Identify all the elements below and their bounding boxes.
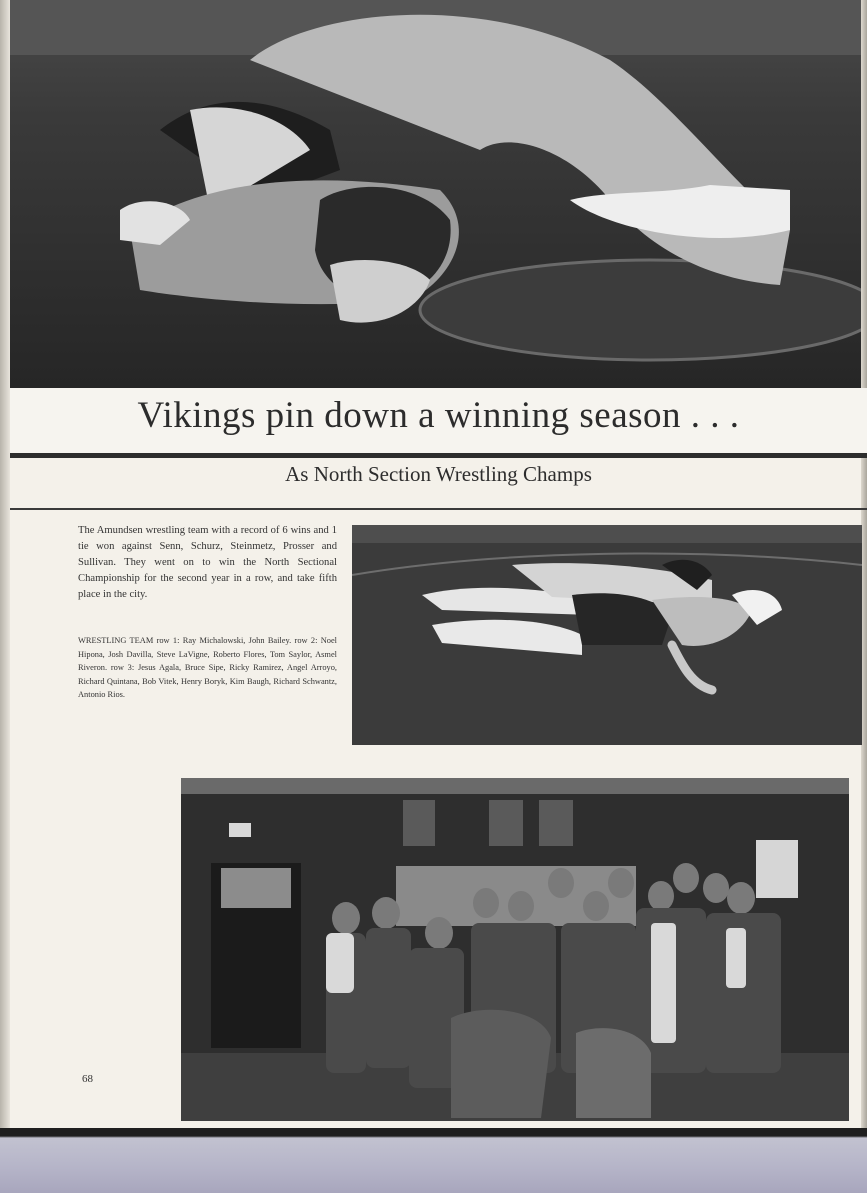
- background-surface: [0, 1128, 867, 1193]
- wrestling-match-photo: [352, 525, 862, 745]
- subheadline-rule: [10, 508, 867, 510]
- page-number: 68: [82, 1073, 93, 1085]
- wrestling-team-group-photo: [181, 778, 849, 1121]
- headline: Vikings pin down a winning season . . .: [137, 395, 740, 436]
- article-body: The Amundsen wrestling team with a record of 6 wins and 1 tie won against Senn, Schurz, Steinmetz, Prosser and Sullivan. They went on to win the North Sectional Championship for the second year in a row, and take fifth place in the city.: [78, 525, 337, 600]
- wrestling-action-photo: [10, 0, 861, 388]
- page-binding: [0, 0, 10, 1128]
- headline-band: [10, 388, 867, 454]
- subheadline: As North Section Wrestling Champs: [285, 462, 592, 486]
- headline-rule: [10, 453, 867, 458]
- team-roster-caption: WRESTLING TEAM row 1: Ray Michalowski, John Bailey. row 2: Noel Hipona, Josh Davilla, Steve LaVigne, Roberto Flores, Tom Saylor, Asmel Riveron. row 3: Jesus Agala, Bruce Sipe, Ricky Ramirez, Angel Arroyo, Richard Quintana, Bob Vitek, Henry Boryk, Kim Baugh, Richard Schwantz, Antonio Rios.: [78, 636, 337, 699]
